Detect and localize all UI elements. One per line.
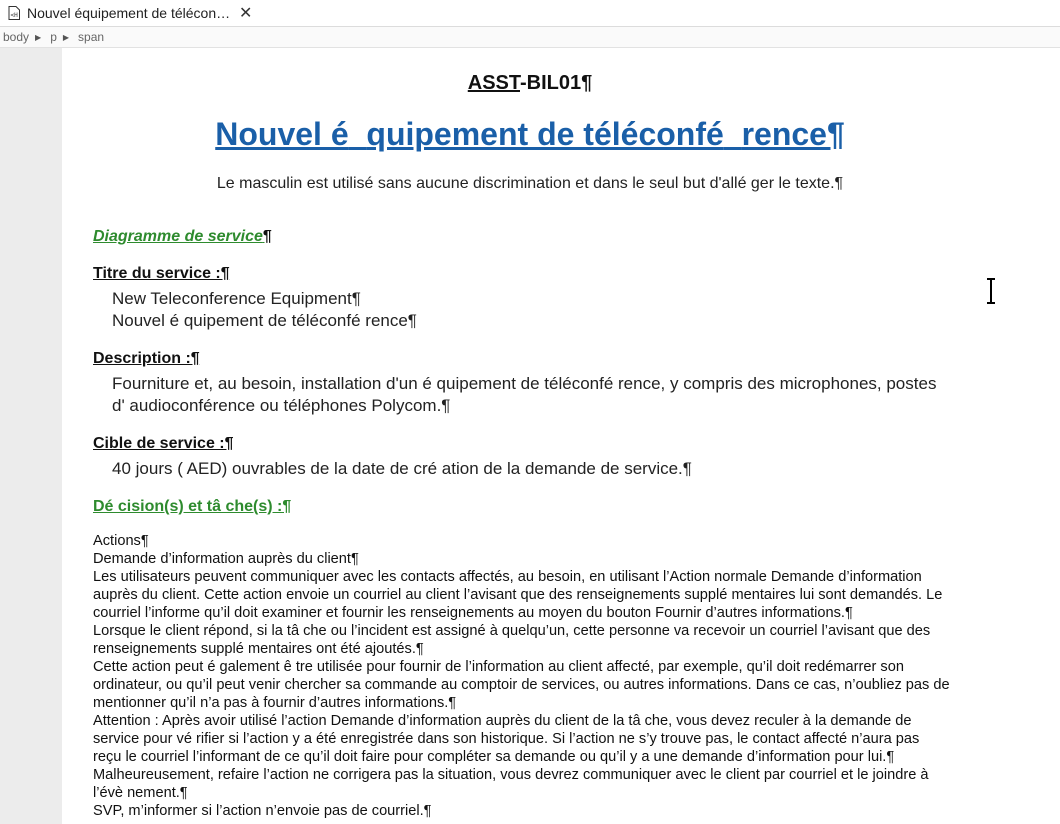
tab-title: Nouvel équipement de télécon…	[27, 5, 231, 21]
breadcrumb	[0, 27, 1060, 48]
body-line[interactable]: Les utilisateurs peuvent communiquer avec les contacts affectés, au besoin, en utilisant l’Action normale Demande d’information	[93, 569, 922, 585]
body-line[interactable]: renseignements supplé mentaires ont été ajoutés.¶	[93, 641, 424, 657]
breadcrumb-span[interactable]: span	[78, 30, 105, 44]
editor-gutter	[0, 48, 62, 824]
description-label[interactable]: Description :¶	[93, 350, 200, 367]
body-line[interactable]: Malheureusement, refaire l’action ne corrigera pas la situation, vous devrez communiquer avec le client par courriel et le joindre à	[93, 767, 929, 783]
breadcrumb-body[interactable]: body	[3, 30, 30, 44]
breadcrumb-p[interactable]: p	[50, 30, 57, 44]
decisions-heading[interactable]: Dé cision(s) et tâ che(s) :¶	[93, 498, 292, 515]
target-label[interactable]: Cible de service :¶	[93, 435, 234, 452]
html-file-icon	[8, 6, 20, 20]
body-line[interactable]: Lorsque le client répond, si la tâ che ou l’incident est assigné à quelqu’un, cette personne va recevoir un courriel l’avisant que des	[93, 623, 931, 639]
body-line[interactable]: Actions¶	[93, 533, 149, 549]
body-line[interactable]: SVP, m’informer si l’action n’envoie pas de courriel.¶	[93, 803, 432, 819]
body-line[interactable]: reçu le courriel l’informant de ce qu’il doit faire pour compléter sa demande ou qu’il y a une demande d’information pour lui.¶	[93, 749, 895, 765]
body-line[interactable]: auprès du client. Cette action envoie un courriel au client l’avisant que des renseignements supplé mentaires lui sont demandés. Le	[93, 587, 943, 603]
service-title-en[interactable]: New Teleconference Equipment¶	[112, 289, 361, 308]
document-code[interactable]: ASST-BIL01¶	[467, 72, 593, 94]
page-title[interactable]: Nouvel é quipement de téléconfé rence¶	[215, 116, 845, 152]
body-line[interactable]: Demande d’information auprès du client¶	[93, 551, 359, 567]
description-line-1[interactable]: Fourniture et, au besoin, installation d'un é quipement de téléconfé rence, y compris des microphones, postes	[112, 374, 937, 393]
description-line-2[interactable]: d' audioconférence ou téléphones Polycom.¶	[112, 396, 451, 415]
svg-text:<H: <H	[10, 12, 18, 19]
document-tab[interactable]	[0, 0, 254, 26]
gender-note[interactable]: Le masculin est utilisé sans aucune discrimination et dans le seul but d'allé ger le texte.¶	[216, 175, 844, 192]
body-line[interactable]: mentionner qu’il n’a pas à fournir d’autres informations.¶	[93, 695, 457, 711]
close-icon[interactable]: ✕	[239, 5, 253, 22]
body-line[interactable]: ordinateur, ou qu’il peut venir chercher sa commande au comptoir de services, ou autres informations. Dans ce cas, n’oubliez pas de	[93, 677, 950, 693]
breadcrumb-separator-icon: ▶	[62, 32, 70, 42]
body-line[interactable]: courriel l’informe qu’il doit examiner et fournir les renseignements au moyen du bouton Fournir d’autres informations.¶	[93, 605, 853, 621]
diagram-heading[interactable]: Diagramme de service¶	[93, 228, 272, 245]
tab-bar	[0, 0, 1060, 27]
breadcrumb-separator-icon: ▶	[35, 32, 42, 42]
service-title-label[interactable]: Titre du service :¶	[93, 265, 230, 282]
body-line[interactable]: l’évè nement.¶	[93, 785, 188, 801]
body-line[interactable]: service pour vé rifier si l’action y a été enregistrée dans son historique. Si l’action ne s’y trouve pas, le contact affecté n’aura pas	[93, 731, 920, 747]
service-title-fr[interactable]: Nouvel é quipement de téléconfé rence¶	[112, 311, 417, 330]
target-value[interactable]: 40 jours ( AED) ouvrables de la date de cré ation de la demande de service.¶	[112, 459, 692, 478]
body-line[interactable]: Attention : Après avoir utilisé l’action Demande d’information auprès du client de la tâ che, vous devez reculer à la demande de	[93, 713, 912, 729]
text-cursor-icon	[984, 278, 998, 304]
body-line[interactable]: Cette action peut é galement ê tre utilisée pour fournir de l’information au client affecté, par exemple, qu’il doit redémarrer son	[93, 659, 904, 675]
